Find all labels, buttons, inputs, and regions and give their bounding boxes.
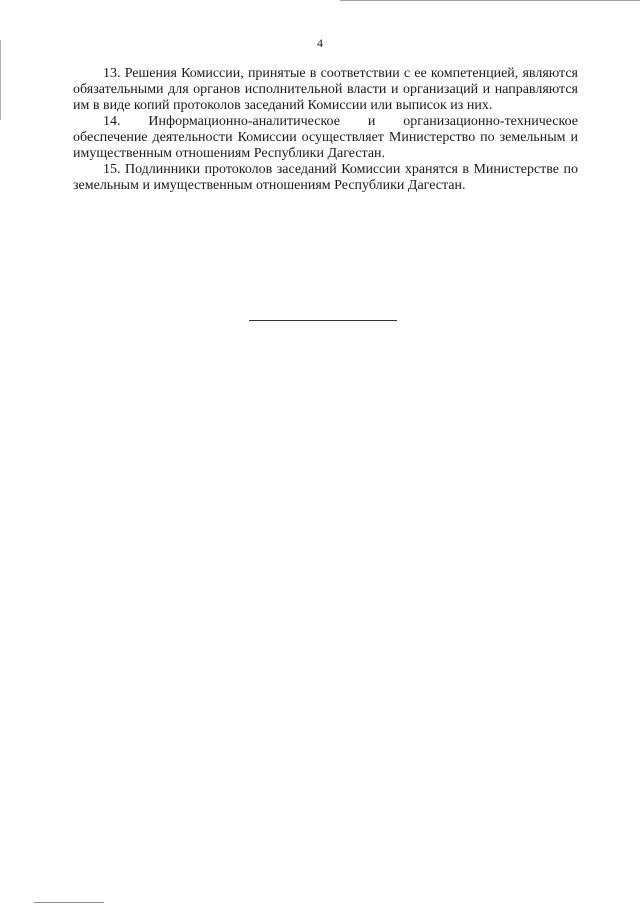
scan-edge-bottom xyxy=(34,902,104,903)
document-body xyxy=(73,66,578,194)
end-of-document-divider xyxy=(249,320,397,321)
scan-edge-top xyxy=(340,0,640,1)
page-number: 4 xyxy=(317,36,323,50)
paragraph-14: 14. Информационно-аналитическое и организационно-техническое обеспечение деятельности Комиссии осуществляет Министерство по земельным и имущественным отношениям Республики Дагестан. xyxy=(73,114,578,161)
scan-edge-left xyxy=(0,40,1,120)
paragraph-15: 15. Подлинники протоколов заседаний Комиссии хранятся в Министерстве по земельным и имущественным отношениям Республики Дагестан. xyxy=(73,162,578,193)
paragraph-13: 13. Решения Комиссии, принятые в соответствии с ее компетенцией, являются обязательными для органов исполнительной власти и организаций и направляются им в виде копий протоколов заседаний Комиссии или выписок из них. xyxy=(73,66,578,113)
